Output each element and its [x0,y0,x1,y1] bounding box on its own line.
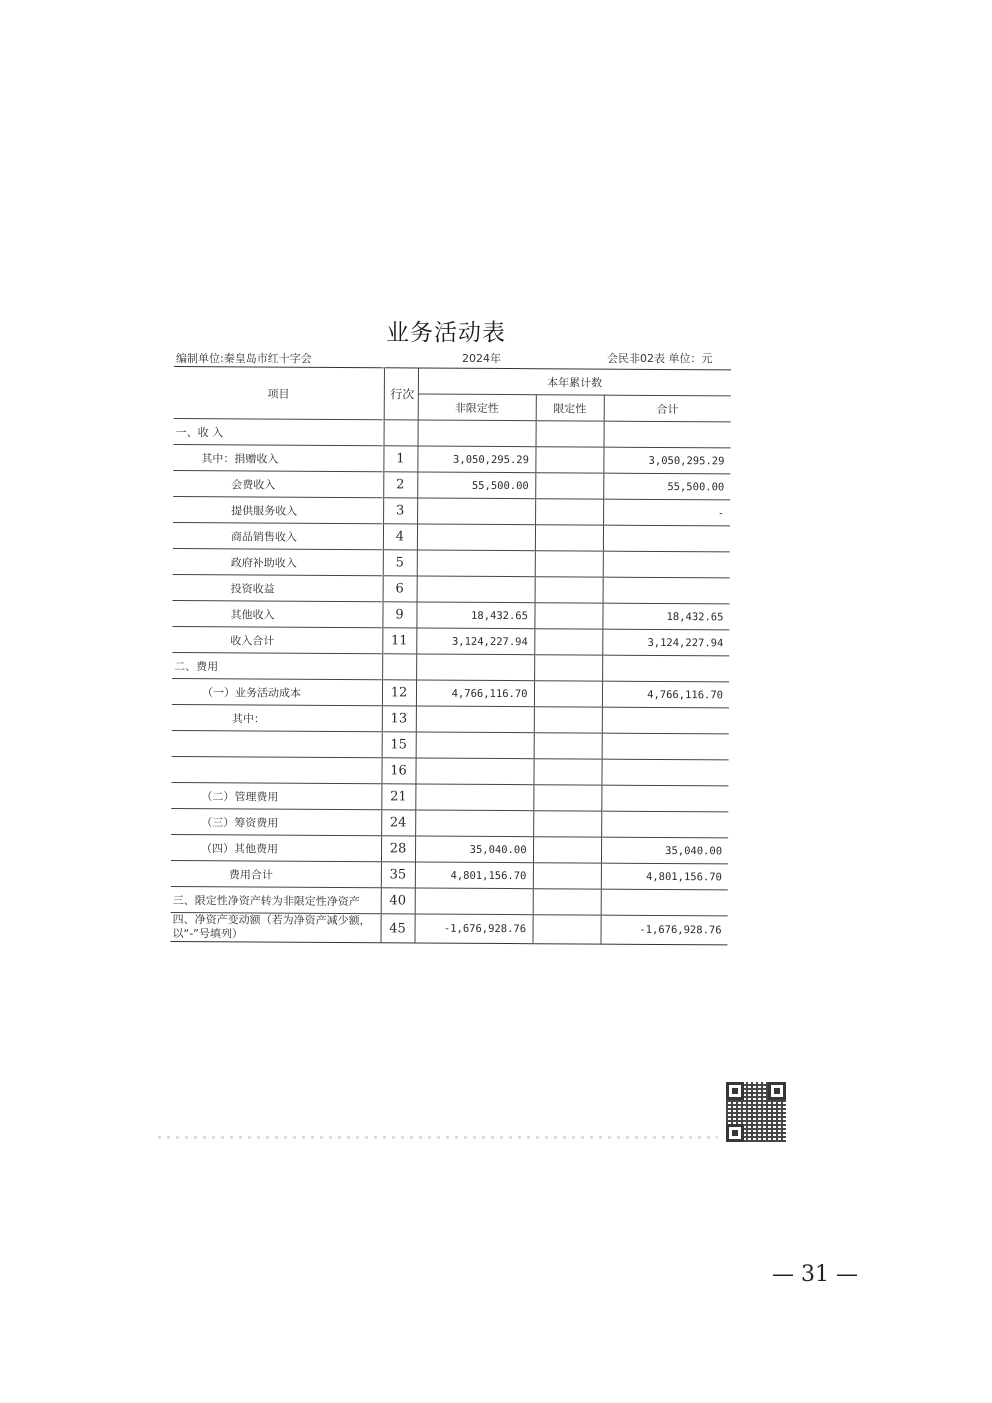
row-unrestricted: 55,500.00 [417,472,535,499]
row-line: 9 [382,602,416,628]
row-restricted [534,655,602,681]
qr-finder-icon [768,1082,786,1100]
row-line: 3 [383,498,417,524]
row-restricted [534,629,602,655]
row-restricted [534,603,602,629]
row-total [604,421,731,448]
row-unrestricted: 4,766,116.70 [416,680,534,707]
row-line: 45 [380,914,414,943]
table-row [172,678,729,707]
row-item: 商品销售收入 [173,522,383,549]
row-restricted [533,759,601,785]
row-restricted [535,499,603,525]
row-line [384,420,418,446]
row-item: 其他收入 [172,600,382,627]
table-row [173,574,730,603]
row-restricted [533,889,601,915]
table-row [173,496,730,525]
scan-artifact [158,1136,718,1139]
row-item: 费用合计 [171,860,381,887]
table-row [172,652,729,681]
row-unrestricted: 18,432.65 [416,602,534,629]
row-unrestricted: 3,050,295.29 [417,446,535,473]
row-item [171,756,381,783]
row-line: 11 [382,628,416,654]
table-row [170,912,727,944]
table-row [173,444,730,473]
row-line: 15 [382,732,416,758]
row-total: 4,801,156.70 [601,863,728,890]
row-unrestricted [415,888,533,915]
row-unrestricted [417,550,535,577]
row-unrestricted [417,524,535,551]
report-year: 2024年 [462,352,501,365]
row-unrestricted: 35,040.00 [415,836,533,863]
row-total [602,707,729,734]
row-total [603,577,730,604]
row-total [601,811,728,838]
row-restricted [536,421,604,447]
table-row [171,808,728,837]
header-item: 项目 [174,367,384,420]
row-item: （一）业务活动成本 [172,678,382,705]
row-unrestricted: -1,676,928.76 [414,914,532,944]
header-unrestricted: 非限定性 [418,394,536,421]
row-restricted [533,811,601,837]
row-unrestricted [415,784,533,811]
row-item: 提供服务收入 [173,496,383,523]
row-line: 21 [381,784,415,810]
row-item: 其中：捐赠收入 [173,444,383,471]
row-line: 28 [381,836,415,862]
row-item: 二、费用 [172,652,382,679]
row-line: 12 [382,680,416,706]
row-line: 2 [383,472,417,498]
row-restricted [533,863,601,889]
qr-finder-icon [726,1082,744,1100]
row-restricted [535,447,603,473]
row-total: 3,124,227.94 [602,629,729,656]
row-item: （二）管理费用 [171,782,381,809]
row-total [602,655,729,682]
table-row [171,860,728,889]
row-item: 一、收 入 [174,418,384,445]
row-line: 4 [383,524,417,550]
row-item: 四、净资产变动额（若为净资产减少额，以“-”号填列） [170,912,380,942]
row-item [172,730,382,757]
row-restricted [535,577,603,603]
row-total: -1,676,928.76 [600,915,727,945]
table-row [171,782,728,811]
row-total: - [603,499,730,526]
table-row [172,626,729,655]
row-total [603,525,730,552]
table-row [171,886,728,915]
row-restricted [533,837,601,863]
row-total: 35,040.00 [601,837,728,864]
row-restricted [535,473,603,499]
row-item: 收入合计 [172,626,382,653]
row-unrestricted: 3,124,227.94 [416,628,534,655]
row-item: 会费收入 [173,470,383,497]
row-item: 其中： [172,704,382,731]
header-total: 合计 [604,395,731,422]
row-line: 6 [383,576,417,602]
row-item: 投资收益 [173,574,383,601]
compiling-unit: 编制单位:秦皇岛市红十字会 [176,352,312,365]
form-code-and-unit: 会民非02表 单位：元 [607,352,713,365]
header-restricted: 限定性 [536,395,604,421]
row-restricted [535,525,603,551]
row-total: 55,500.00 [603,473,730,500]
row-total [601,759,728,786]
row-unrestricted [417,498,535,525]
row-restricted [534,681,602,707]
row-restricted [534,733,602,759]
row-line: 1 [383,446,417,472]
row-item: 三、限定性净资产转为非限定性净资产 [171,886,381,913]
row-total [603,551,730,578]
table-row [172,600,729,629]
row-total: 18,432.65 [602,603,729,630]
row-total [601,889,728,916]
document-title: 业务活动表 [386,320,506,346]
row-unrestricted [415,758,533,785]
qr-code-icon [726,1082,786,1142]
row-total [601,785,728,812]
row-restricted [532,915,600,944]
table-row [173,470,730,499]
row-total: 3,050,295.29 [603,447,730,474]
row-total [602,733,729,760]
row-line: 35 [381,862,415,888]
row-unrestricted: 4,801,156.70 [415,862,533,889]
row-total: 4,766,116.70 [602,681,729,708]
table-row [173,548,730,577]
table-row [174,418,731,447]
table-row [171,834,728,863]
row-unrestricted [416,706,534,733]
table-row [172,704,729,733]
row-unrestricted [416,732,534,759]
row-line: 5 [383,550,417,576]
page-number: — 31 — [772,1262,858,1287]
row-unrestricted [415,810,533,837]
row-unrestricted [416,654,534,681]
header-line: 行次 [384,368,418,420]
row-restricted [535,551,603,577]
table-row [171,756,728,785]
row-line [382,654,416,680]
row-unrestricted [417,576,535,603]
row-item: （四）其他费用 [171,834,381,861]
row-line: 16 [381,758,415,784]
row-item: （三）筹资费用 [171,808,381,835]
table-row [173,522,730,551]
table-row [172,730,729,759]
activity-statement-table [170,366,731,945]
qr-finder-icon [726,1124,744,1142]
row-line: 24 [381,810,415,836]
row-item: 政府补助收入 [173,548,383,575]
header-year-cumulative: 本年累计数 [418,368,731,396]
row-restricted [533,785,601,811]
row-restricted [534,707,602,733]
row-unrestricted [418,420,536,447]
row-line: 13 [382,706,416,732]
row-line: 40 [381,888,415,914]
